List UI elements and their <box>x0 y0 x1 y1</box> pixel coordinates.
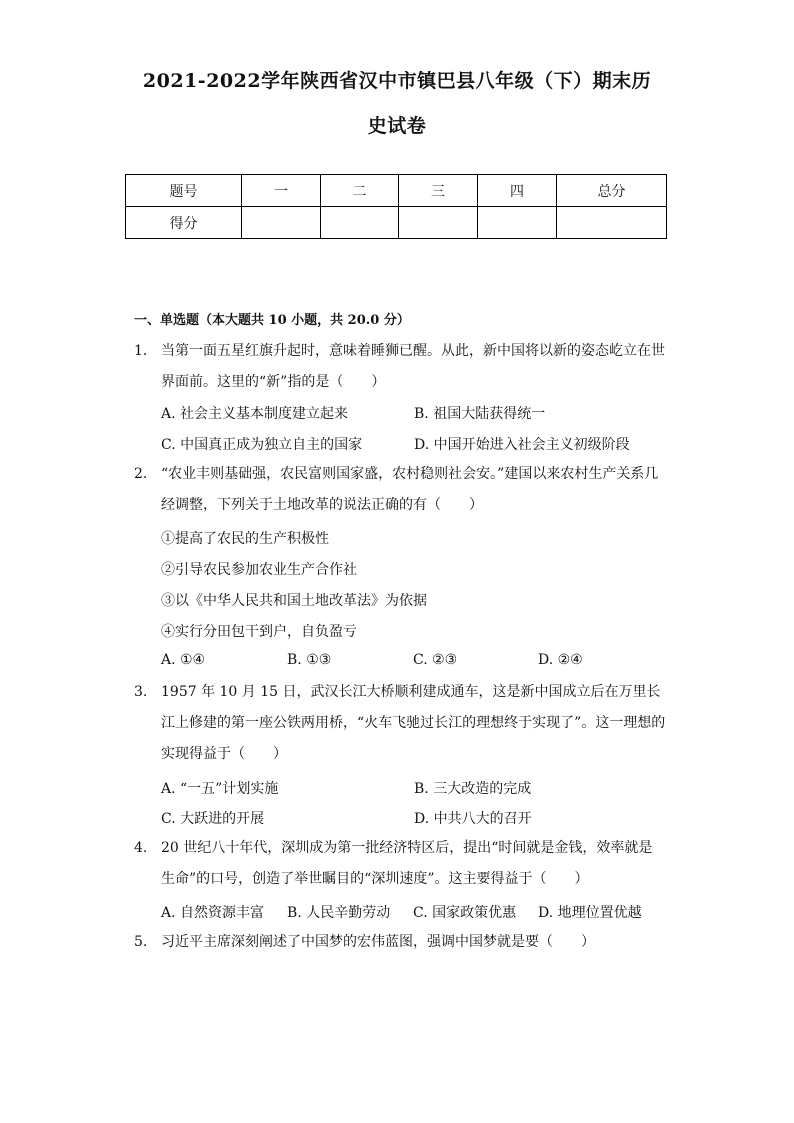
option-b[interactable]: B. ①③ <box>287 652 332 668</box>
option-d[interactable]: D. 地理位置优越 <box>538 905 642 921</box>
score-input-cell[interactable] <box>321 207 399 239</box>
option-a[interactable]: A. 社会主义基本制度建立起来 <box>161 406 349 422</box>
option-b[interactable]: B. 祖国大陆获得统一 <box>414 406 546 422</box>
option-b[interactable]: B. 三大改造的完成 <box>414 781 532 797</box>
section-heading: 一、单选题（本大题共 10 小题，共 20.0 分） <box>134 313 410 328</box>
score-table-row <box>126 207 667 239</box>
score-cell: 得分 <box>126 207 242 239</box>
question-number: 4. <box>134 840 148 856</box>
statement-1: ①提高了农民的生产积极性 <box>161 531 329 547</box>
question-text: 20 世纪八十年代，深圳成为第一批经济特区后，提出“时间就是金钱，效率就是生命”的口号，创造了举世瞩目的“深圳速度”。这主要得益于（ ） <box>161 840 653 887</box>
question-number: 1. <box>134 343 148 359</box>
score-cell: 题号 <box>126 175 242 207</box>
option-c[interactable]: C. ②③ <box>413 652 458 668</box>
option-c[interactable]: C. 国家政策优惠 <box>413 905 517 921</box>
option-d[interactable]: D. 中共八大的召开 <box>414 811 532 827</box>
statement-2: ②引导农民参加农业生产合作社 <box>161 562 357 578</box>
question-text: 1957 年 10 月 15 日，武汉长江大桥顺利建成通车，这是新中国成立后在万里长江上修建的第一座公铁两用桥，“火车飞驰过长江的理想终于实现了”。这一理想的实现得益于（ ） <box>161 684 666 762</box>
score-table-header-row <box>126 175 667 207</box>
score-input-cell[interactable] <box>399 207 478 239</box>
statement-4: ④实行分田包干到户，自负盈亏 <box>161 624 357 640</box>
option-c[interactable]: C. 中国真正成为独立自主的国家 <box>161 437 363 453</box>
option-b[interactable]: B. 人民辛勤劳动 <box>287 905 391 921</box>
score-table <box>125 174 667 239</box>
exam-title-line2: 史试卷 <box>367 115 427 137</box>
statement-3: ③以《中华人民共和国土地改革法》为依据 <box>161 593 427 609</box>
option-d[interactable]: D. 中国开始进入社会主义初级阶段 <box>414 437 630 453</box>
question-number: 2. <box>134 466 148 482</box>
option-a[interactable]: A. “一五”计划实施 <box>161 781 279 797</box>
score-cell: 一 <box>242 175 321 207</box>
score-cell: 三 <box>399 175 478 207</box>
score-input-cell[interactable] <box>478 207 557 239</box>
option-d[interactable]: D. ②④ <box>538 652 583 668</box>
question-number: 3. <box>134 684 148 700</box>
score-input-cell[interactable] <box>242 207 321 239</box>
score-input-cell[interactable] <box>557 207 667 239</box>
score-cell: 总分 <box>557 175 667 207</box>
question-text: 当第一面五星红旗升起时，意味着睡狮已醒。从此，新中国将以新的姿态屹立在世界面前。这里的“新”指的是（ ） <box>161 343 665 390</box>
option-a[interactable]: A. 自然资源丰富 <box>161 905 265 921</box>
score-cell: 二 <box>321 175 399 207</box>
question-number: 5. <box>134 934 148 950</box>
question-text: 习近平主席深刻阐述了中国梦的宏伟蓝图，强调中国梦就是要（ ） <box>161 934 595 950</box>
score-cell: 四 <box>478 175 557 207</box>
option-a[interactable]: A. ①④ <box>161 652 206 668</box>
question-text: “农业丰则基础强，农民富则国家盛，农村稳则社会安。”建国以来农村生产关系几经调整，下列关于土地改革的说法正确的有（ ） <box>161 466 659 513</box>
exam-title-line1: 2021-2022学年陕西省汉中市镇巴县八年级（下）期末历 <box>142 70 652 92</box>
option-c[interactable]: C. 大跃进的开展 <box>161 811 265 827</box>
